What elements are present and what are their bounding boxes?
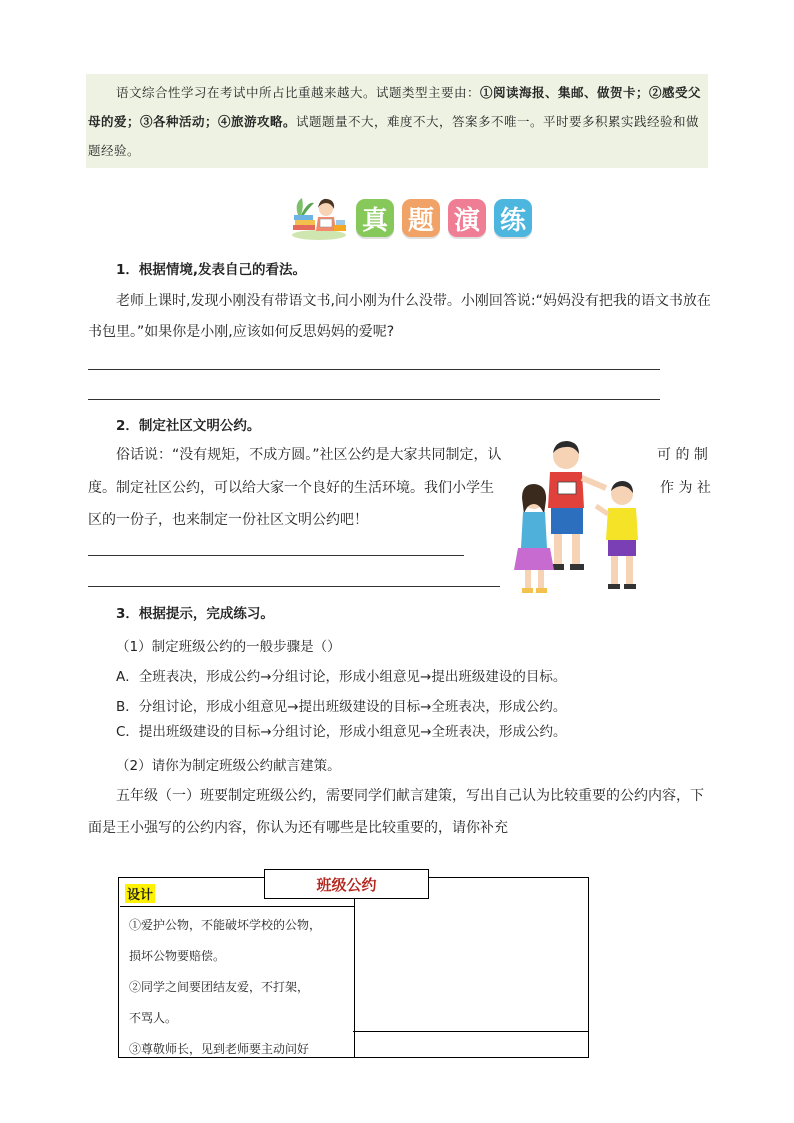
class-pact-card	[118, 877, 589, 1058]
pact-bottom-rule	[353, 1031, 589, 1032]
pact-item-2b: 不骂人。	[129, 1011, 178, 1025]
q2-line1-left: 俗话说：“没有规矩，不成方圆。”社区公约是大家共同制定，认	[116, 447, 502, 463]
q1-title: 1．根据情境,发表自己的看法。	[116, 262, 307, 278]
q1-answer-line-1[interactable]	[88, 369, 660, 370]
q3-para-line1: 五年级（一）班要制定班级公约，需要同学们献言建策，写出自己认为比较重要的公约内容，下	[116, 788, 704, 804]
q2-line2-left: 度。制定社区公约，可以给大家一个良好的生活环境。我们小学生	[88, 480, 494, 496]
banner-tile-zhen: 真	[356, 199, 394, 237]
q2-title: 2．制定社区文明公约。	[116, 418, 261, 434]
intro-tail: 试题题量不大，难度不大，答案多不唯一。平时要多积累实践经验和做题经验。	[88, 114, 700, 158]
q3-title: 3．根据提示，完成练习。	[116, 606, 274, 622]
q3-option-c[interactable]: C．提出班级建设的目标→分组讨论，形成小组意见→全班表决，形成公约。	[116, 724, 567, 740]
intro-types: ①阅读海报、集邮、做贺卡；②感受父母的爱；③各种活动；④旅游攻略。	[88, 85, 702, 129]
q2-line2-right: 作 为 社	[660, 480, 711, 496]
q3-option-a[interactable]: A．全班表决，形成公约→分组讨论，形成小组意见→提出班级建设的目标。	[116, 669, 567, 685]
pact-item-1b: 损坏公物要赔偿。	[129, 949, 226, 963]
q1-answer-line-2[interactable]	[88, 399, 660, 400]
pact-item-2a: ②同学之间要团结友爱，不打架，	[129, 980, 310, 994]
practice-banner	[290, 196, 532, 240]
q3-option-b[interactable]: B．分组讨论，形成小组意见→提出班级建设的目标→全班表决，形成公约。	[116, 699, 567, 715]
intro-box	[86, 74, 708, 168]
pact-tag-line	[120, 906, 354, 907]
q3-para-line2: 面是王小强写的公约内容，你认为还有哪些是比较重要的，请你补充	[88, 820, 508, 836]
q2-answer-line-1[interactable]	[88, 555, 464, 556]
q3-sub1: （1）制定班级公约的一般步骤是（）	[116, 639, 341, 655]
q2-answer-line-2[interactable]	[88, 586, 500, 587]
girl-reading-books-icon	[290, 195, 348, 241]
intro-lead: 语文综合性学习在考试中所占比重越来越大。试题类型主要由：	[116, 85, 481, 100]
pact-item-1a: ①爱护公物，不能破坏学校的公物，	[129, 918, 322, 932]
q1-body-line2: 书包里。”如果你是小刚,应该如何反思妈妈的爱呢?	[88, 324, 395, 340]
banner-tile-yan: 演	[448, 199, 486, 237]
pact-items	[129, 910, 351, 1065]
q1-body-line1: 老师上课时,发现小刚没有带语文书,问小刚为什么没带。小刚回答说:“妈妈没有把我的语文书放在	[116, 293, 711, 309]
q2-line3: 区的一份子，也来制定一份社区文明公约吧！	[88, 512, 368, 528]
pact-item-3: ③尊敬师长，见到老师要主动问好	[129, 1042, 310, 1056]
q2-line1-right: 可 的 制	[657, 447, 708, 463]
pact-title: 班级公约	[264, 869, 429, 899]
pact-tag: 设计	[125, 884, 155, 903]
q3-sub2: （2）请你为制定班级公约献言建策。	[116, 758, 341, 774]
banner-tile-lian: 练	[494, 199, 532, 237]
intro-text	[88, 78, 708, 165]
banner-tile-ti: 题	[402, 199, 440, 237]
children-discussing-icon	[510, 438, 650, 600]
